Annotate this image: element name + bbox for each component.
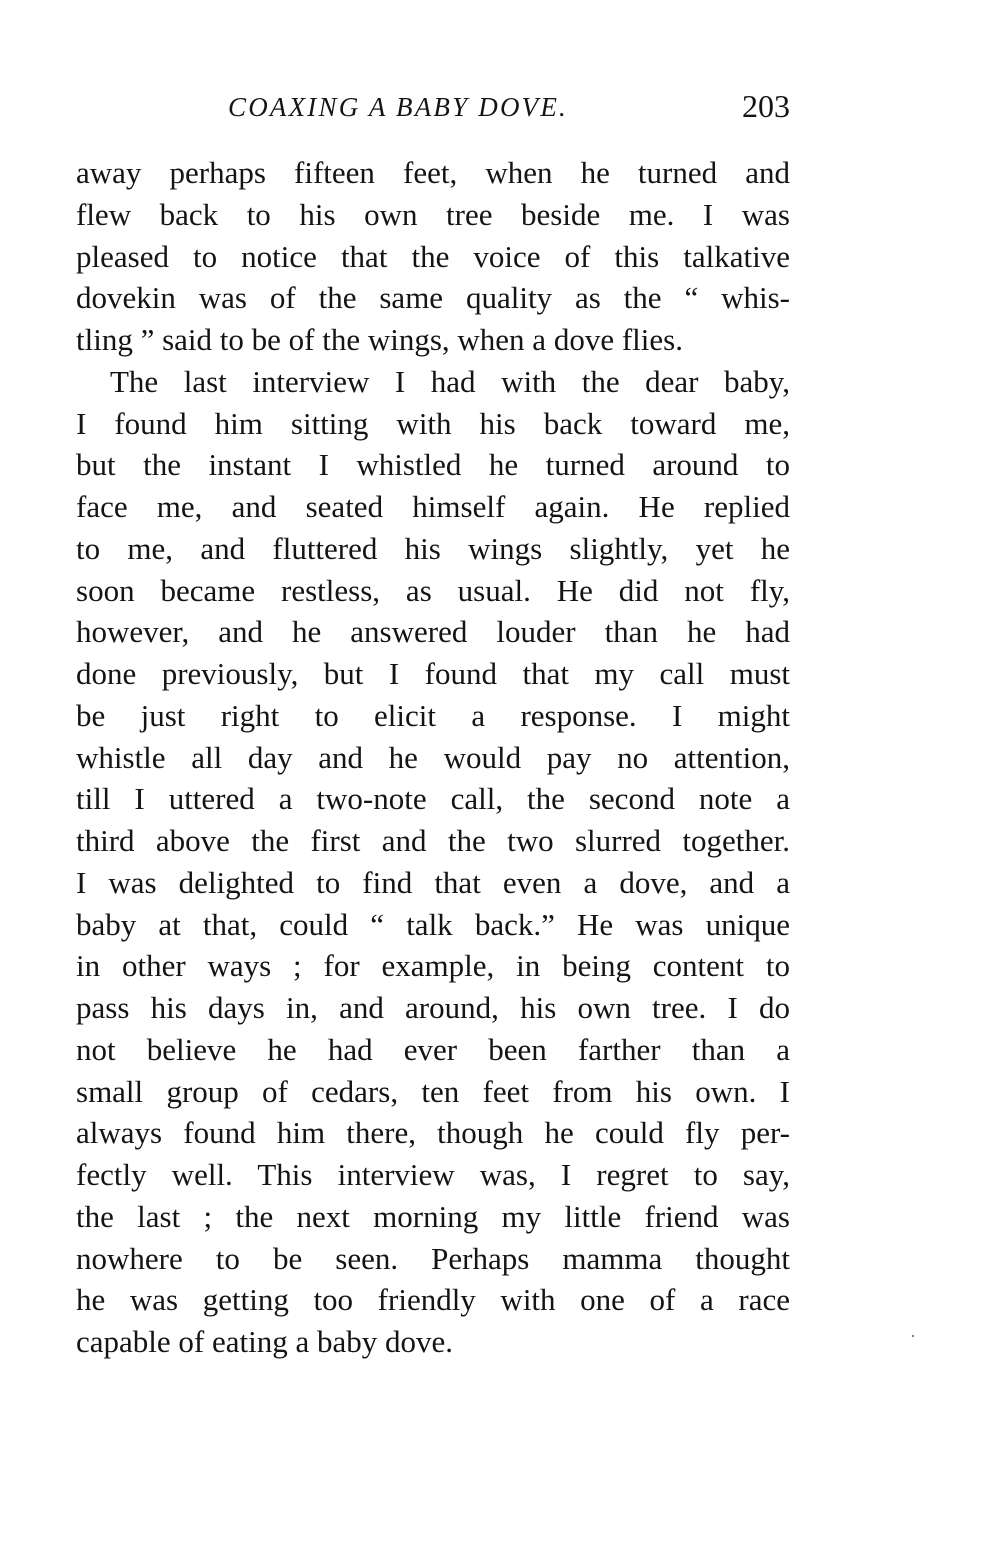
text-line: not believe he had ever been farther than a: [76, 1031, 790, 1067]
ink-speck: [912, 1335, 914, 1337]
text-line: done previously, but I found that my call must: [76, 656, 790, 691]
text-line: flew back to his own tree beside me. I was: [76, 196, 790, 232]
text-line: nowhere to be seen. Perhaps mamma thought: [76, 1240, 790, 1276]
text-line: soon became restless, as usual. He did not fly,: [76, 572, 790, 608]
text-line: till I uttered a two-note call, the second note a: [76, 781, 790, 817]
text-line: in other ways ; for example, in being content to: [76, 948, 790, 984]
running-title: COAXING A BABY DOVE.: [228, 92, 568, 122]
running-head: [78, 88, 790, 136]
text-line: The last interview I had with the dear baby,: [110, 363, 790, 399]
text-line: I was delighted to find that even a dove, and a: [76, 864, 790, 900]
text-line: away perhaps fifteen feet, when he turned and: [76, 155, 790, 190]
text-line: dovekin was of the same quality as the “ whis-: [76, 280, 790, 316]
text-line: to me, and fluttered his wings slightly, yet he: [76, 530, 790, 566]
text-line: fectly well. This interview was, I regret to say,: [76, 1157, 790, 1192]
text-line: however, and he answered louder than he had: [76, 614, 790, 650]
text-line: be just right to elicit a response. I might: [76, 697, 790, 733]
text-line: but the instant I whistled he turned around to: [76, 447, 790, 483]
text-line: pleased to notice that the voice of this talkative: [76, 238, 790, 274]
text-line: capable of eating a baby dove.: [76, 1324, 453, 1359]
text-line: tling ” said to be of the wings, when a dove flies.: [76, 322, 683, 357]
text-line: whistle all day and he would pay no attention,: [76, 739, 790, 775]
text-line: third above the first and the two slurred together.: [76, 823, 790, 858]
body-text: [76, 152, 790, 1363]
text-line: he was getting too friendly with one of a race: [76, 1282, 790, 1318]
text-line: pass his days in, and around, his own tree. I do: [76, 990, 790, 1025]
text-line: baby at that, could “ talk back.” He was unique: [76, 906, 790, 942]
page-number: 203: [742, 88, 790, 124]
text-line: small group of cedars, ten feet from his own. I: [76, 1073, 790, 1109]
text-line: face me, and seated himself again. He replied: [76, 489, 790, 524]
text-line: always found him there, though he could fly per-: [76, 1115, 790, 1151]
text-line: I found him sitting with his back toward me,: [76, 405, 790, 441]
text-line: the last ; the next morning my little friend was: [76, 1198, 790, 1234]
